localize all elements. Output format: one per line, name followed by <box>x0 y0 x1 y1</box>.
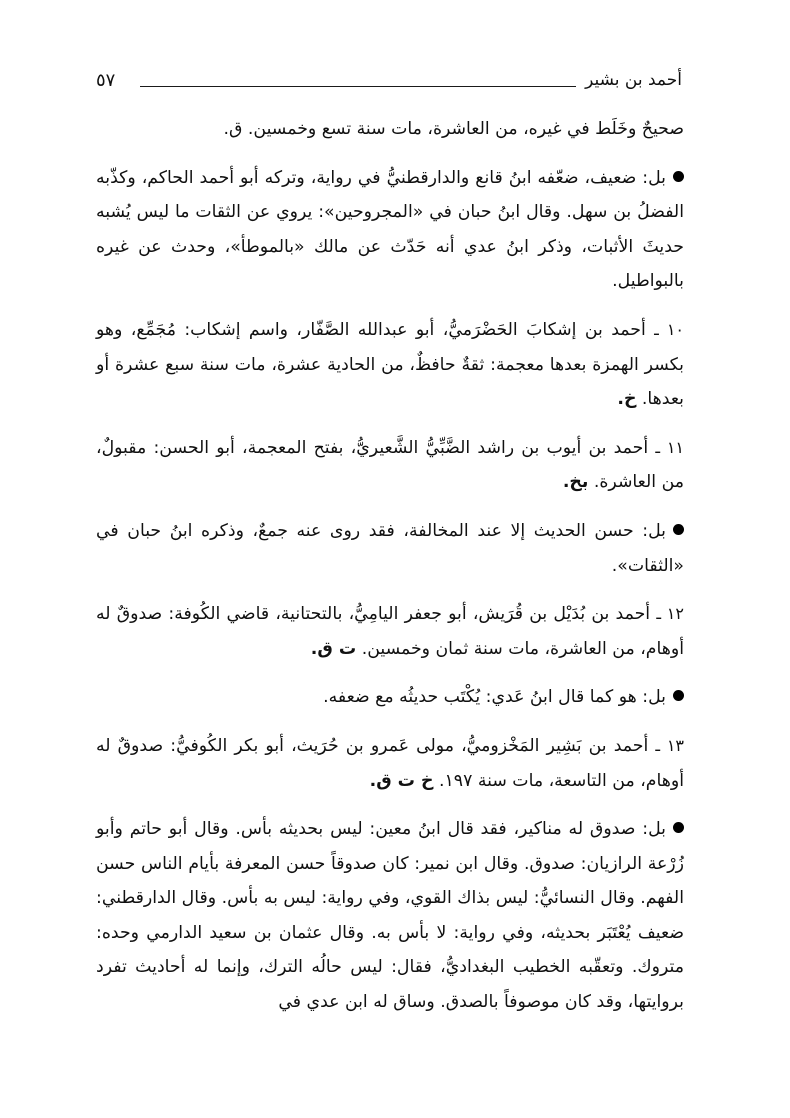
commentary-note <box>96 514 684 583</box>
page-header <box>96 70 682 104</box>
source-code: ت ق. <box>310 638 357 659</box>
source-code: خ ت ق. <box>369 770 434 791</box>
note-label: بل: <box>642 687 666 708</box>
note-label: بل: <box>642 819 666 840</box>
bullet-icon <box>673 822 684 833</box>
entry-number: ١٠ ـ <box>654 319 684 339</box>
note-label: بل: <box>642 520 666 541</box>
note-label: بل: <box>642 167 666 188</box>
commentary-note <box>96 680 684 715</box>
running-title: أحمد بن بشير <box>585 70 682 90</box>
bullet-icon <box>673 690 684 701</box>
source-code: بخ. <box>562 472 589 493</box>
note-text: هو كما قال ابنُ عَدي: يُكْتَب حديثُه مع ضعفه. <box>323 687 637 708</box>
biography-entry <box>96 431 684 500</box>
note-text: حسن الحديث إلا عند المخالفة، فقد روى عنه جمعٌ، وذكره ابنُ حبان في «الثقات». <box>96 520 684 576</box>
paragraph-text: صحيحٌ وخَلَط في غيره، من العاشرة، مات سنة تسع وخمسين. ق. <box>223 119 684 139</box>
page-body <box>96 112 684 1020</box>
bullet-icon <box>673 171 684 182</box>
entry-number: ١٣ ـ <box>655 735 684 755</box>
entry-text: أحمد بن إشكابَ الحَضْرَميُّ، أبو عبدالله الصَّفّار، واسم إشكاب: مُجَمِّع، وهو بكسر الهمزة بعدها معجمة: ثقةٌ حافظٌ، من الحادية عشرة، مات سنة سبع عشرة أو بعدها. <box>96 319 684 410</box>
source-code: خ. <box>617 389 637 410</box>
header-rule <box>140 86 576 87</box>
commentary-note <box>96 161 684 299</box>
page-number: ٥٧ <box>96 70 116 91</box>
entry-text: أحمد بن بَشِير المَخْزوميُّ، مولى عَمرو بن حُرَيث، أبو بكر الكُوفيُّ: صدوقٌ له أوهام، من التاسعة، مات سنة ١٩٧. <box>96 735 684 791</box>
biography-entry <box>96 729 684 798</box>
entry-number: ١٢ ـ <box>656 604 684 624</box>
entry-text: أحمد بن بُدَيْل بن قُرَيش، أبو جعفر اليامِيُّ، بالتحتانية، قاضي الكُوفة: صدوقٌ له أوهام، من العاشرة، مات سنة ثمان وخمسين. <box>96 604 684 659</box>
continuation-paragraph <box>96 112 684 147</box>
entry-text: أحمد بن أيوب بن راشد الضَّبِّيُّ الشَّعيريُّ، بفتح المعجمة، أبو الحسن: مقبولٌ، من العاشرة. <box>96 437 684 493</box>
bullet-icon <box>673 524 684 535</box>
note-text: ضعيف، ضعّفه ابنُ قانع والدارقطنيُّ في رواية، وتركه أبو أحمد الحاكم، وكذّبه الفضلُ بن سهل. وقال ابنُ حبان في «المجروحين»: يروي عن الثقات ما ليس يُشبه حديثَ الأثبات، وذكر ابنُ عدي أنه حَدّث عن مالك «بالموطأ»، وحدث عن غيره بالبواطيل. <box>96 167 684 292</box>
biography-entry <box>96 597 684 666</box>
entry-number: ١١ ـ <box>655 437 685 457</box>
note-text: صدوق له مناكير، فقد قال ابنُ معين: ليس بحديثه بأس. وقال أبو حاتم وأبو زُرْعة الرازيان: صدوق. وقال ابن نمير: كان صدوقاً حسن المعرفة بأيام الناس حسن الفهم. وقال النسائيُّ: ليس بذاك القوي، وفي رواية: ليس به بأس. وقال الدارقطني: ضعيف يُعْتَبَر بحديثه، وفي رواية: لا بأس به. وقال عثمان بن سعيد الدارمي وحده: متروك. وتعقّبه الخطيب البغداديُّ، فقال: ليس حالُه الترك، وإنما له أحاديث تفرد بروايتها، وقد كان موصوفاً بالصدق. وساق له ابن عدي في <box>96 819 684 1013</box>
commentary-note <box>96 812 684 1020</box>
biography-entry <box>96 313 684 417</box>
